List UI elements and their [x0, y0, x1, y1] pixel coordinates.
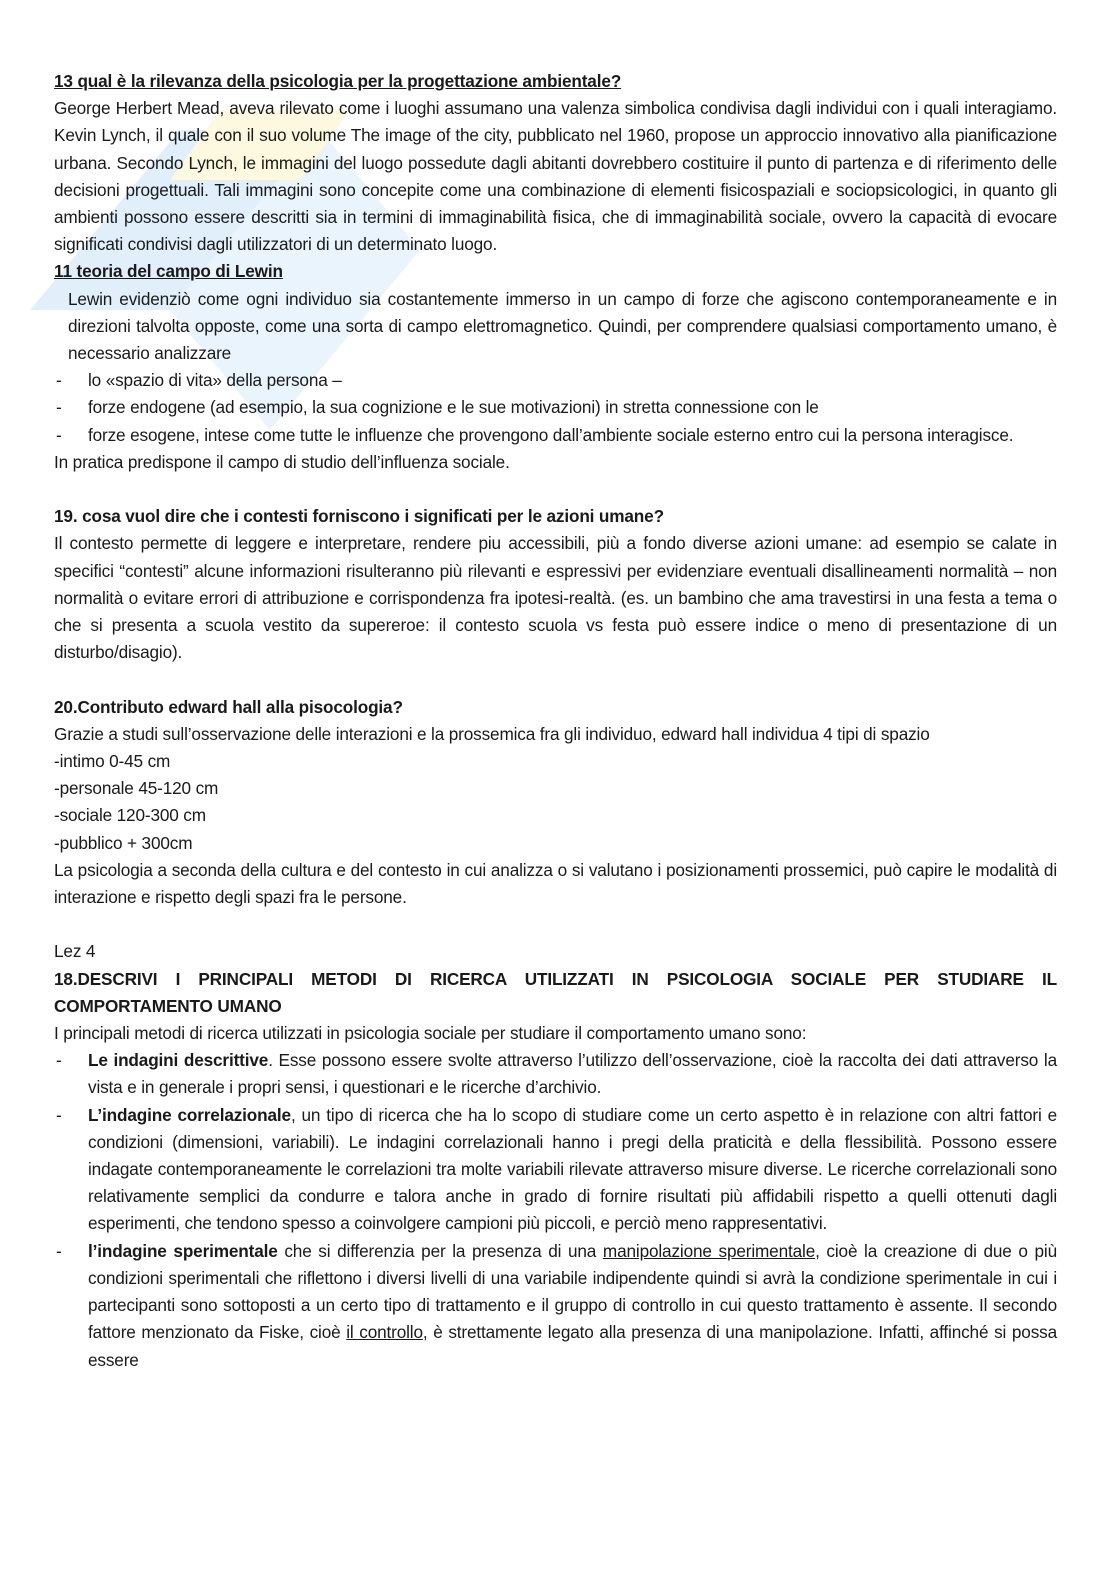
section-heading: 20.Contributo edward hall alla pisocologia?: [54, 696, 403, 717]
section-heading: 11 teoria del campo di Lewin: [54, 261, 283, 282]
section-18: [54, 938, 1057, 1373]
bullet-list: [54, 367, 1057, 449]
section-heading: 19. cosa vuol dire che i contesti forniscono i significati per le azioni umane?: [54, 506, 664, 527]
document-page: [54, 68, 1057, 1374]
list-item: [54, 1238, 1057, 1374]
term: Le indagini descrittive: [88, 1050, 269, 1071]
paragraph: In pratica predispone il campo di studio dell’influenza sociale.: [54, 451, 510, 472]
section-heading: 13 qual è la rilevanza della psicologia per la progettazione ambientale?: [54, 71, 622, 91]
section-11: [54, 258, 1057, 476]
list-item: - forze esogene, intese come tutte le influenze che provengono dall’ambiente sociale esterno entro cui la persona interagisce.: [54, 422, 1057, 449]
space-line: -sociale 120-300 cm: [54, 805, 206, 826]
lesson-label: Lez 4: [54, 941, 96, 962]
space-line: -intimo 0-45 cm: [54, 751, 171, 772]
section-20: [54, 694, 1057, 912]
paragraph: Grazie a studi sull’osservazione delle interazioni e la prossemica fra gli individuo, edward hall individua 4 tipi di spazio: [54, 723, 930, 744]
bullet-list: [54, 1047, 1057, 1373]
space-line: -pubblico + 300cm: [54, 832, 193, 853]
list-item: - lo «spazio di vita» della persona –: [54, 367, 1057, 394]
underlined-term: manipolazione sperimentale: [602, 1240, 816, 1261]
text: , un tipo di ricerca che ha lo scopo di studiare come un certo aspetto è in relazione con altri fattori e condizioni (dimensioni, variabili). Le indagini correlazionali hanno i pregi della praticità e della flessibilità. Possono essere indagate contemporaneamente le correlazioni tra molte variabili rilevate attraverso misure diverse. Le ricerche correlazionali sono relativamente semplici da condurre e talora anche in grado di fornire risultati più affidabili rispetto a quelli ottenuti dagli esperimenti, che tendono spesso a coinvolgere campioni più piccoli, e perciò meno rappresentativi.: [88, 1104, 1057, 1234]
paragraph: La psicologia a seconda della cultura e del contesto in cui analizza o si valutano i posizionamenti prossemici, può capire le modalità di interazione e rispetto degli spazi fra le persone.: [54, 859, 1057, 908]
paragraph: George Herbert Mead, aveva rilevato come i luoghi assumano una valenza simbolica condivisa dagli individui con i quali interagiamo. Kevin Lynch, il quale con il suo volume The image of the city, pubblicato nel 1960, propose un approccio innovativo alla pianificazione urbana. Secondo Lynch, le immagini del luogo possedute dagli abitanti dovrebbero costituire il punto di partenza e di riferimento delle decisioni progettuali. Tali immagini sono concepite come una combinazione di elementi fisicospaziali e sociopsicologici, in quanto gli ambienti possono essere descritti sia in termini di immaginabilità fisica, che di immaginabilità sociale, ovvero la capacità di evocare significati condivisi dagli utilizzatori di un determinato luogo.: [54, 98, 1057, 255]
text: che si differenzia per la presenza di una: [277, 1240, 603, 1261]
section-19: [54, 503, 1057, 666]
space-line: -personale 45-120 cm: [54, 778, 219, 799]
text: . Esse possono essere svolte attraverso l’utilizzo dell’osservazione, cioè la raccolta dei dati attraverso la vista e in generale i propri sensi, i questionari e le ricerche d’archivio.: [88, 1050, 1057, 1098]
text: , cioè la creazione di due o più condizioni sperimentali che riflettono i diversi livelli di una variabile indipendente quindi si avrà la condizione sperimentale in cui i partecipanti sono sottoposti a un certo tipo di trattamento e il gruppo di controllo in cui questo trattamento è assente. Il secondo fattore menzionato da Fiske, cioè: [88, 1240, 1057, 1343]
underlined-term: il controllo: [346, 1322, 423, 1343]
text: , è strettamente legato alla presenza di una manipolazione. Infatti, affinché si possa essere: [88, 1322, 1057, 1370]
section-13: [54, 68, 1057, 258]
paragraph: Lewin evidenziò come ogni individuo sia costantemente immerso in un campo di forze che agiscono contemporaneamente e in direzioni talvolta opposte, come una sorta di campo elettromagnetico. Quindi, per comprendere qualsiasi comportamento umano, è necessario analizzare: [68, 288, 1057, 364]
paragraph: Il contesto permette di leggere e interpretare, rendere piu accessibili, più a fondo diverse azioni umane: ad esempio se calate in specifici “contesti” alcune informazioni risulteranno più rilevanti e espressivi per evidenziare eventuali disallineamenti normalità – non normalità o evitare errori di attribuzione e corrispondenza fra ipotesi-realtà. (es. un bambino che ama travestirsi in una festa a tema o che si presenta a scuola vestito da supereroe: il contesto scuola vs festa può essere indice o meno di presentazione di un disturbo/disagio).: [54, 533, 1057, 663]
paragraph: I principali metodi di ricerca utilizzati in psicologia sociale per studiare il comportamento umano sono:: [54, 1023, 807, 1044]
term: l’indagine sperimentale: [88, 1240, 278, 1261]
list-item: [54, 1102, 1057, 1238]
list-item: - forze endogene (ad esempio, la sua cognizione e le sue motivazioni) in stretta connessione con le: [54, 394, 1057, 421]
section-heading: 18.DESCRIVI I PRINCIPALI METODI DI RICERCA UTILIZZATI IN PSICOLOGIA SOCIALE PER STUDIARE IL COMPORTAMENTO UMANO: [54, 968, 1057, 1016]
term: L’indagine correlazionale: [88, 1104, 291, 1125]
list-item: [54, 1047, 1057, 1101]
